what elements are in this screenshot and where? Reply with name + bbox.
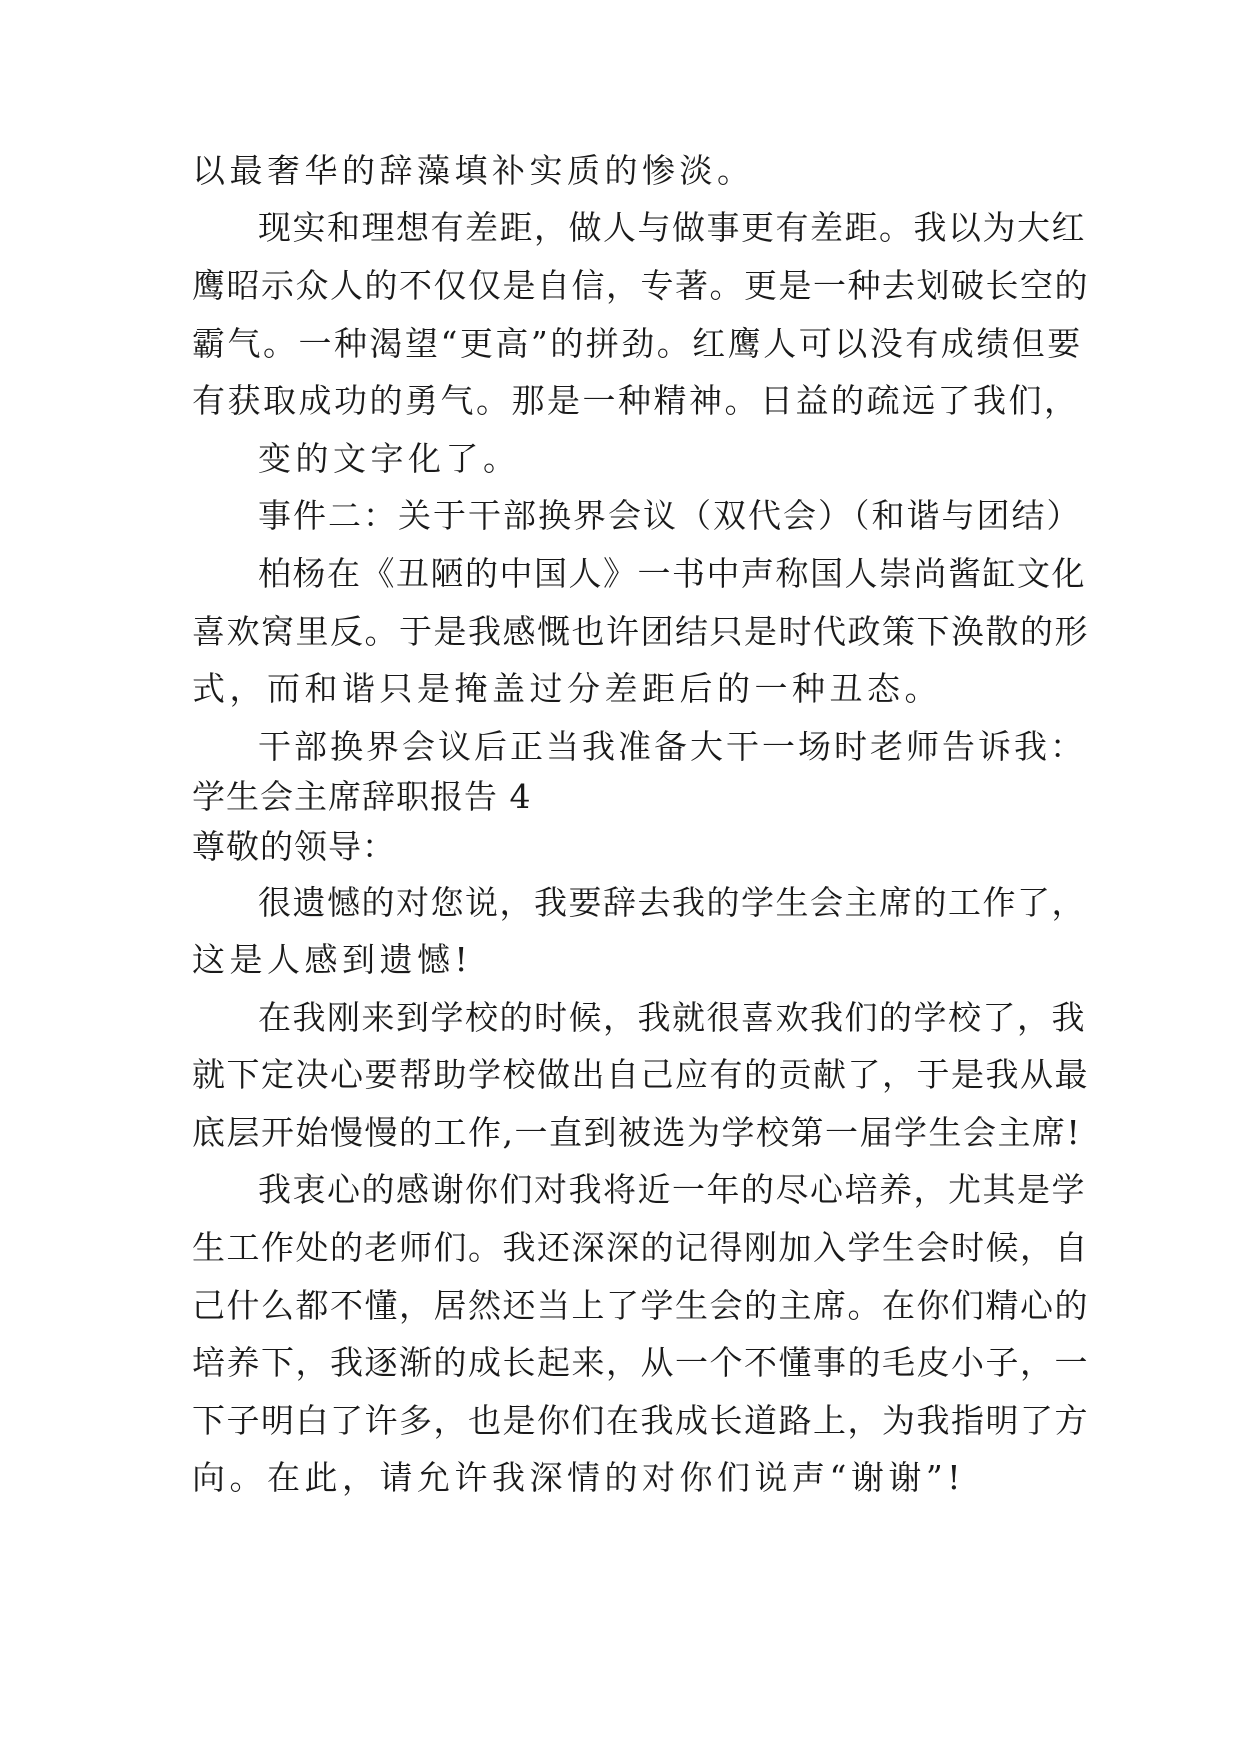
text-line: 霸气。一种渴望“更高”的拼劲。红鹰人可以没有成绩但要 [192, 324, 1083, 363]
text-line: 以最奢华的辞藻填补实质的惨淡。 [192, 151, 755, 190]
text-line: 下子明白了许多，也是你们在我成长道路上，为我指明了方 [192, 1401, 1089, 1440]
text-line: 生工作处的老师们。我还深深的记得刚加入学生会时候，自 [192, 1228, 1089, 1267]
text-line: 干部换界会议后正当我准备大干一场时老师告诉我： [258, 727, 1086, 766]
text-line: 向。在此，请允许我深情的对你们说声“谢谢”! [192, 1458, 966, 1497]
salutation: 尊敬的领导： [192, 827, 396, 866]
text-line: 现实和理想有差距，做人与做事更有差距。我以为大红 [258, 208, 1086, 247]
text-line: 这是人感到遗憾! [192, 940, 473, 979]
text-line: 喜欢窝里反。于是我感慨也许团结只是时代政策下涣散的形 [192, 612, 1089, 651]
text-line: 培养下，我逐渐的成长起来，从一个不懂事的毛皮小子，一 [192, 1343, 1089, 1382]
text-line: 就下定决心要帮助学校做出自己应有的贡献了，于是我从最 [192, 1055, 1089, 1094]
text-line: 事件二：关于干部换界会议（双代会）（和谐与团结） [258, 496, 1082, 535]
text-line: 很遗憾的对您说，我要辞去我的学生会主席的工作了， [258, 883, 1086, 922]
text-line: 鹰昭示众人的不仅仅是自信，专著。更是一种去划破长空的 [192, 266, 1089, 305]
text-line: 己什么都不懂，居然还当上了学生会的主席。在你们精心的 [192, 1286, 1089, 1325]
text-line: 在我刚来到学校的时候，我就很喜欢我们的学校了，我 [258, 998, 1086, 1037]
text-line: 底层开始慢慢的工作,一直到被选为学校第一届学生会主席! [192, 1113, 1082, 1152]
text-line: 式，而和谐只是掩盖过分差距后的一种丑态。 [192, 669, 942, 708]
text-line: 我衷心的感谢你们对我将近一年的尽心培养，尤其是学 [258, 1170, 1086, 1209]
text-line: 有获取成功的勇气。那是一种精神。日益的疏远了我们， [192, 381, 1080, 420]
section-heading: 学生会主席辞职报告 4 [192, 777, 532, 816]
text-line: 柏杨在《丑陋的中国人》一书中声称国人崇尚酱缸文化 [258, 554, 1086, 593]
text-line: 变的文字化了。 [258, 439, 521, 478]
